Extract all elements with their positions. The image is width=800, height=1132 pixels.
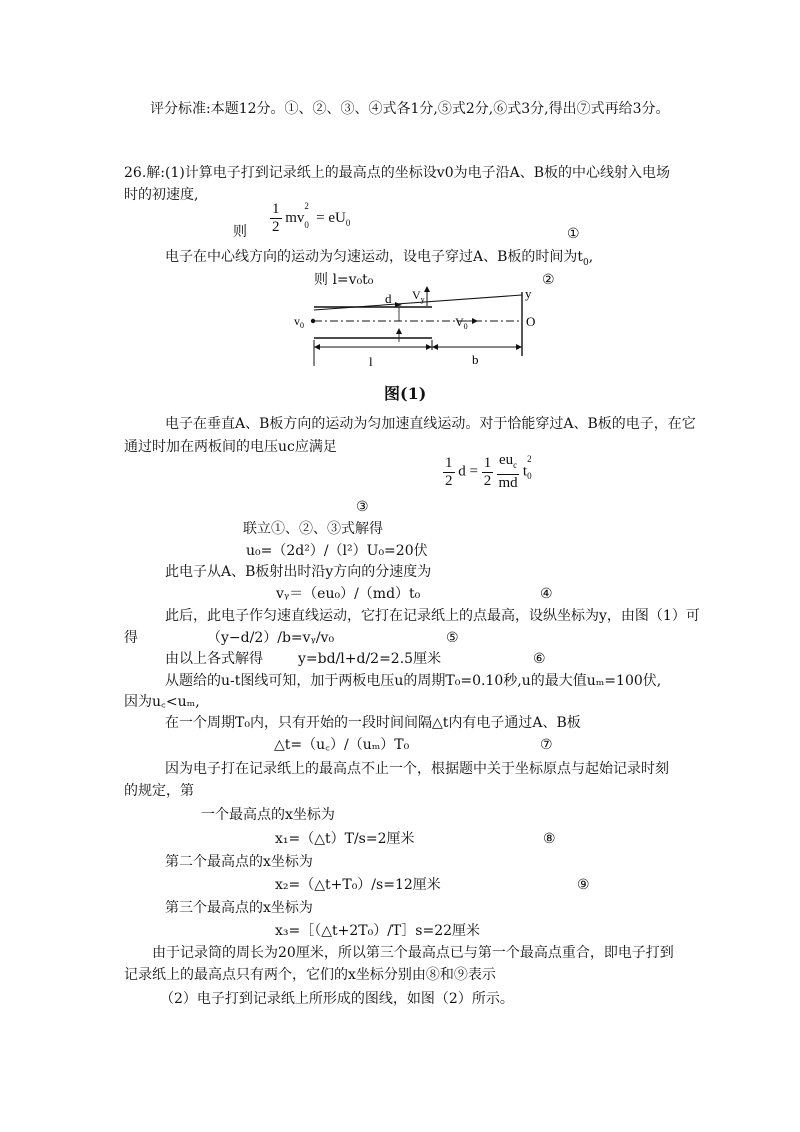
label-d: d (385, 291, 392, 306)
eq7-mark: ⑦ (540, 737, 553, 753)
label-y: y (525, 286, 532, 301)
second-peak-label: 第二个最高点的x坐标为 (165, 854, 313, 870)
vy-formula: vᵧ＝（eu₀）/（md）t₀ (276, 586, 421, 602)
label-v0-mid: $V_0$ (455, 315, 468, 331)
label-vy: $V_y$ (412, 288, 425, 304)
combine-text: 联立①、②、③式解得 (243, 521, 383, 537)
eq4-mark: ④ (540, 586, 553, 602)
entry-point (311, 319, 315, 323)
eq8-mark: ⑧ (543, 831, 556, 847)
eq9-mark: ⑨ (577, 877, 590, 893)
eq5-mark: ⑤ (446, 630, 459, 646)
eq1-den: 2 (272, 219, 280, 235)
solve-text: 由以上各式解得 (165, 651, 263, 667)
eq1-expr-a: mv (285, 209, 305, 226)
part2-text: （2）电子打到记录纸上所形成的图线，如图（2）所示。 (160, 991, 514, 1007)
first-peak-label: 一个最高点的x坐标为 (201, 807, 335, 823)
eq6-mark: ⑥ (533, 651, 546, 667)
figure-1-caption: 图(1) (384, 384, 427, 403)
accel-motion-line1: 电子在垂直A、B板方向的运动为匀加速直线运动。对于恰能穿过A、B板的电子，在它 (165, 416, 696, 432)
eq1-expr-b: = eU (312, 209, 346, 226)
circumference-line2: 记录纸上的最高点只有两个，它们的x坐标分别由⑧和⑨表示 (124, 967, 496, 983)
x2-formula: x₂=（△t+T₀）/s=12厘米 (275, 877, 441, 893)
uniform-motion-text: 电子在中心线方向的运动为匀速运动，设电子穿过A、B板的时间为$t_0$, (165, 249, 594, 268)
after-line1: 此后，此电子作匀速直线运动，它打在记录纸上的点最高，设纵坐标为y，由图（1）可 (165, 608, 700, 624)
ut-line1: 从题给的u-t图线可知，加于两板电压u的周期T₀=0.10秒,u的最大值uₘ=100伏, (165, 673, 662, 689)
eq3-left-var: d = (458, 463, 478, 480)
eq2-text: 则 l=v₀t₀ (314, 272, 374, 288)
because-line1: 因为电子打在记录纸上的最高点不止一个，根据题中关于坐标原点与起始记录时刻 (165, 761, 669, 777)
solution-intro-line1: 26.解:(1)计算电子打到记录纸上的最高点的坐标设v0为电子沿A、B板的中心线射入电场 (124, 165, 671, 181)
equation-1: $\frac{1}{2}$ mv 0 2 = $eU_0$ (272, 200, 351, 235)
vy-intro: 此电子从A、B板射出时沿y方向的分速度为 (165, 564, 432, 580)
accel-motion-line2: 通过时加在两板间的电压uc应满足 (124, 439, 337, 455)
circumference-line1: 由于记录筒的周长为20厘米，所以第三个最高点已与第一个最高点重合，即电子打到 (152, 945, 674, 961)
scoring-standard: 评分标准:本题12分。①、②、③、④式各1分,⑤式2分,⑥式3分,得出⑦式再给3分。 (150, 101, 670, 117)
x1-formula: x₁=（△t）T/s=2厘米 (275, 831, 415, 847)
label-v0-left: $v_0$ (294, 314, 304, 330)
eq1-num: 1 (272, 201, 280, 217)
dt-formula: △t=（u꜀）/（uₘ）T₀ (274, 737, 410, 753)
u0-result: u₀=（2d²）/（l²）U₀=20伏 (246, 543, 428, 559)
eq1-prefix: 则 (233, 224, 247, 240)
solution-intro-line2: 时的初速度, (124, 187, 199, 203)
third-peak-label: 第三个最高点的x坐标为 (165, 900, 313, 916)
label-b: b (472, 352, 479, 367)
after-line2a: 得 (124, 630, 138, 646)
ut-line2: 因为u꜀<uₘ, (124, 694, 200, 710)
label-l: l (369, 354, 373, 369)
eq3-mark: ③ (356, 499, 369, 515)
because-line2: 的规定，第 (124, 783, 194, 799)
eq2-mark: ② (542, 272, 555, 288)
label-O: O (526, 314, 536, 329)
equation-3: $\frac{1}{2}$ d = $\frac{1}{2}$ $eu_c$ md t 0 2 (445, 452, 532, 491)
figure-1-diagram (292, 284, 552, 380)
period-text: 在一个周期T₀内，只有开始的一段时间间隔△t内有电子通过A、B板 (165, 715, 581, 731)
uniform-motion-line: 电子在中心线方向的运动为匀速运动，设电子穿过A、B板的时间为t (165, 249, 584, 265)
after-formula: （y−d/2）/b=vᵧ/v₀ (207, 630, 335, 646)
eq1-mark: ① (567, 226, 580, 242)
x3-formula: x₃=［（△t+2T₀）/T］s=22厘米 (275, 923, 481, 939)
y-result: y=bd/l+d/2=2.5厘米 (298, 651, 442, 667)
